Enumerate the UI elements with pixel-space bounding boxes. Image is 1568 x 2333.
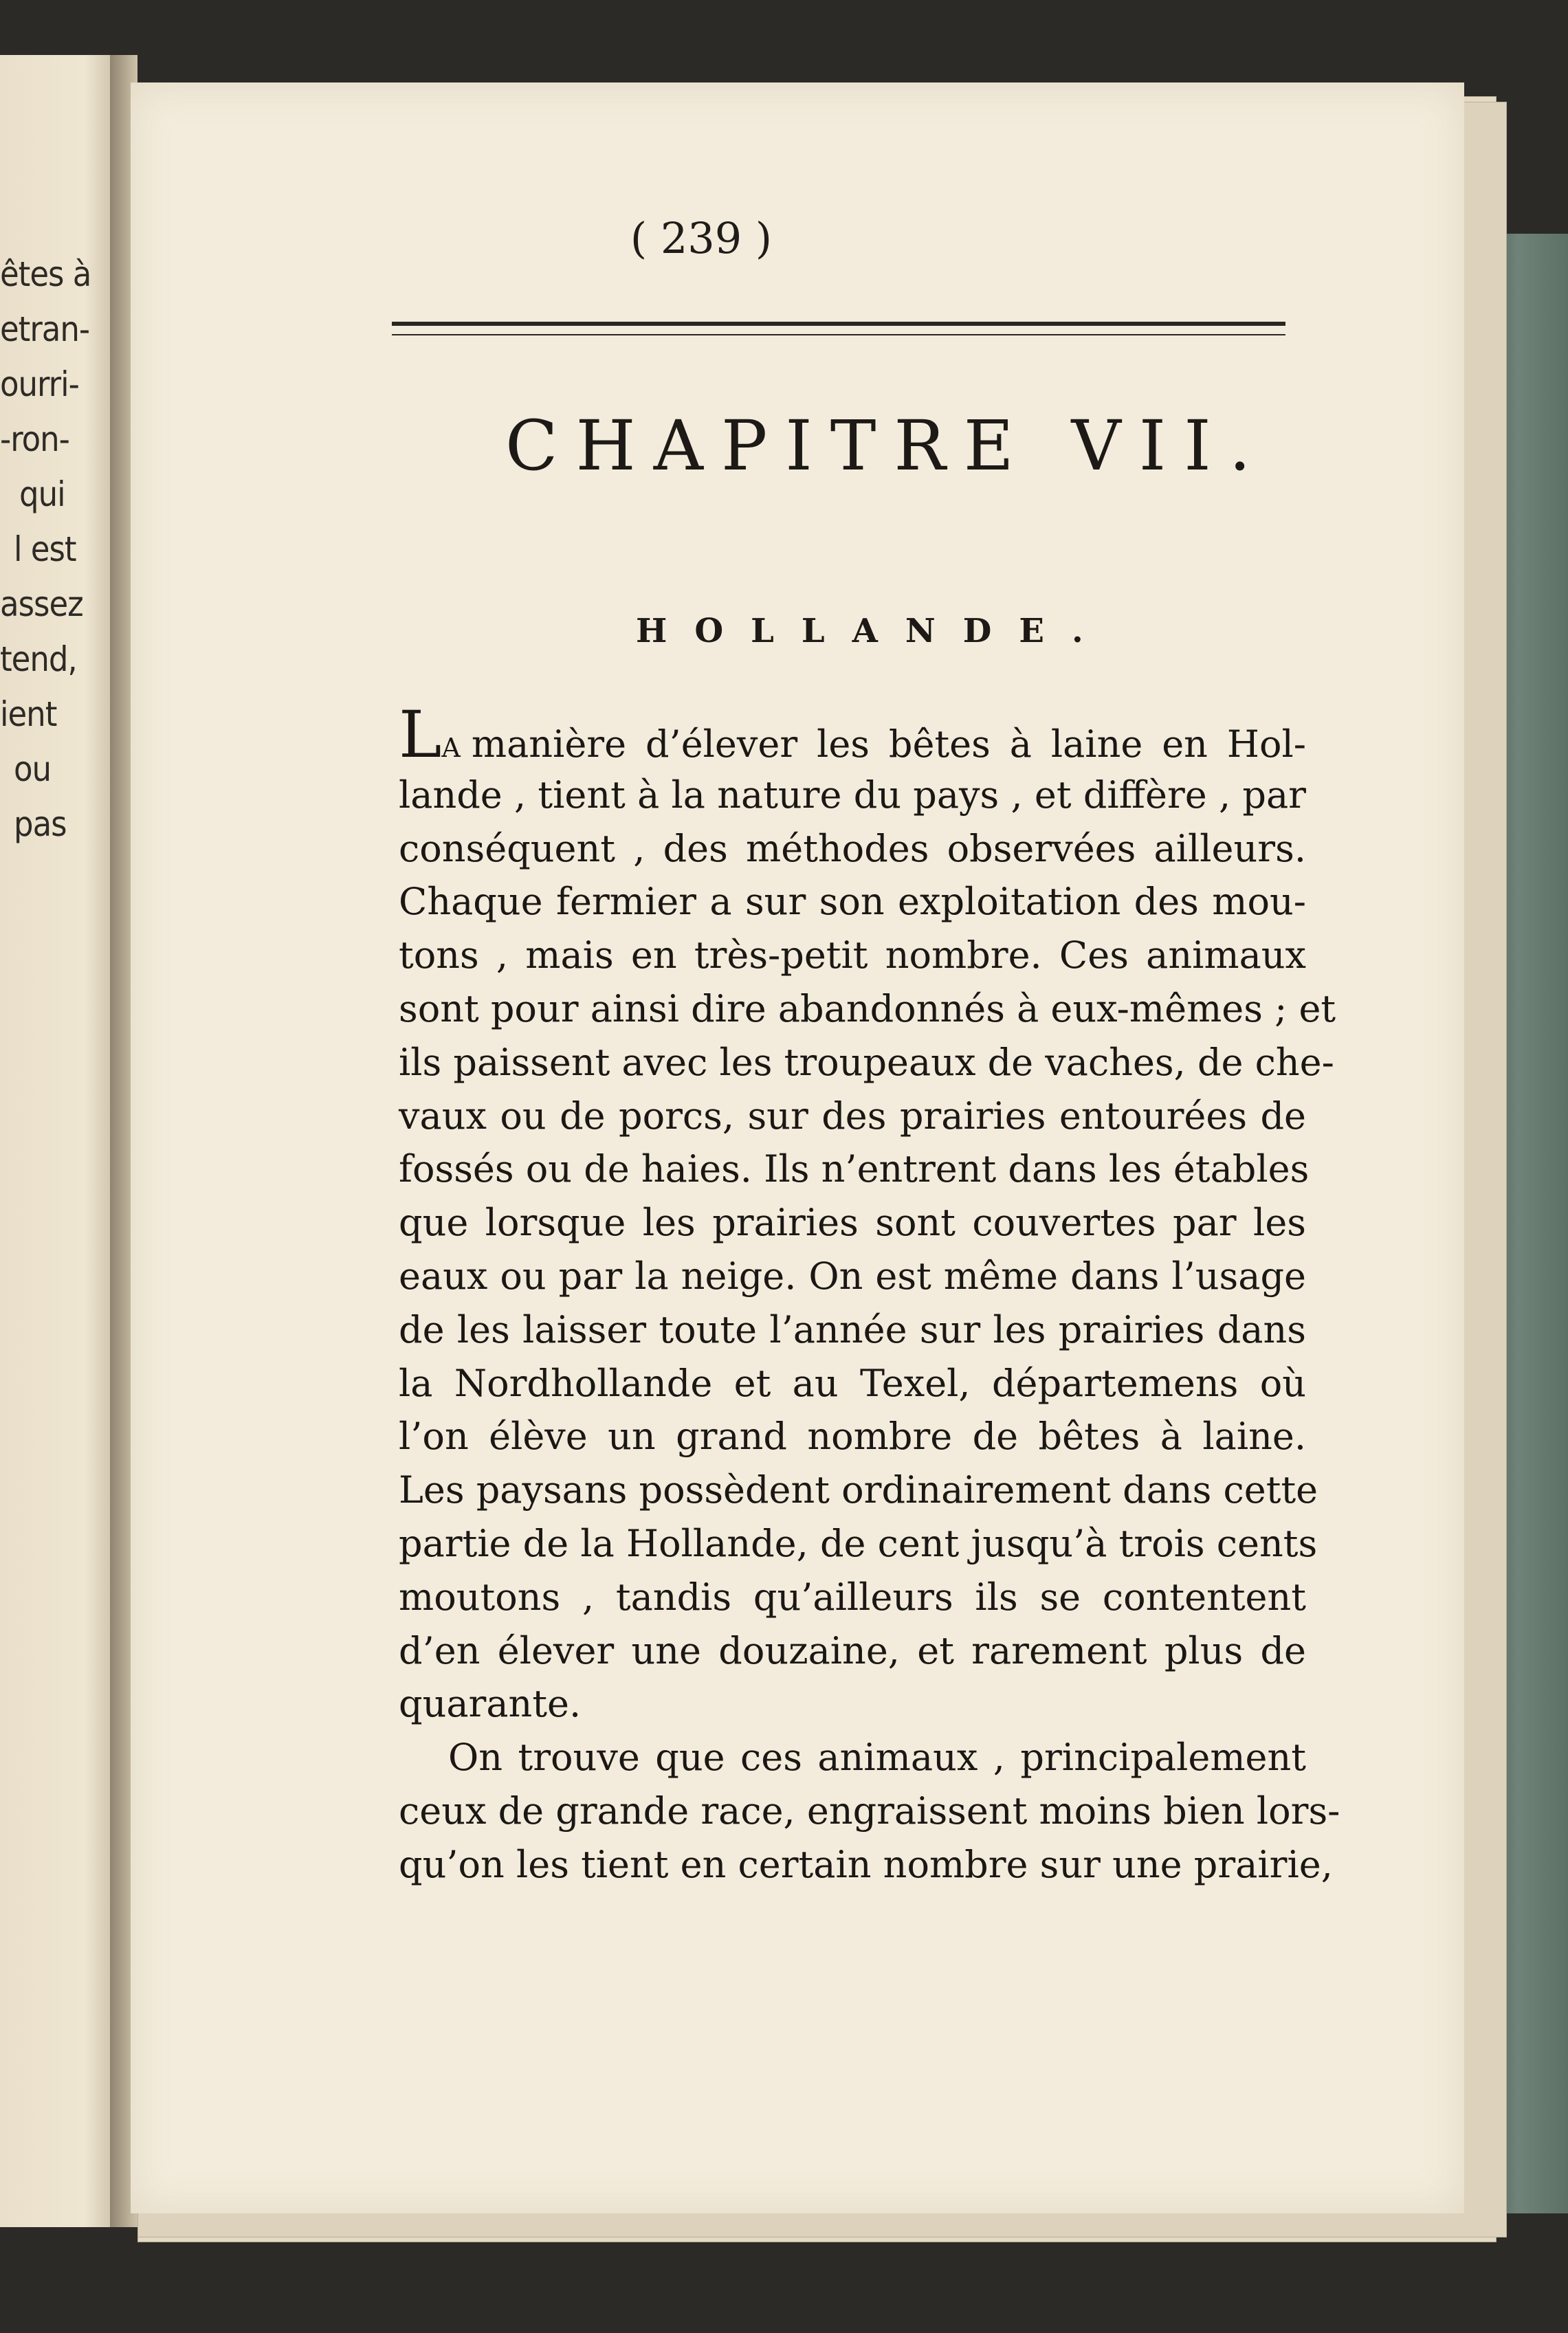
header-rule-thick (392, 322, 1285, 326)
previous-page-margin (0, 55, 120, 2227)
left-page-fragment: l est (14, 529, 76, 569)
text-line: tons , mais en très-petit nombre. Ces animaux (399, 933, 1306, 977)
text-line: ils paissent avec les troupeaux de vaches, de che- (399, 1040, 1334, 1084)
text-line: Chaque fermier a sur son exploitation des mou- (399, 880, 1306, 924)
left-page-fragment: ourri- (0, 364, 79, 404)
chapter-title: CHAPITRE VII. (505, 406, 1269, 486)
header-rule-thin (392, 334, 1285, 335)
left-page-fragment: qui (19, 474, 65, 514)
text-line: fossés ou de haies. Ils n’entrent dans les étables (399, 1147, 1310, 1191)
drop-cap-small: A (441, 733, 462, 763)
text-line: que lorsque les prairies sont couvertes par les (399, 1201, 1306, 1245)
page-number: ( 239 ) (630, 213, 773, 263)
text-line: d’en élever une douzaine, et rarement plus de (399, 1628, 1306, 1672)
left-page-fragment: êtes à (0, 254, 91, 294)
left-page-fragment: etran- (0, 309, 90, 349)
text-line: partie de la Hollande, de cent jusqu’à trois cents (399, 1521, 1318, 1565)
left-page-fragment: ou (14, 749, 52, 789)
section-title: HOLLANDE. (636, 612, 1111, 650)
text-line: Les paysans possèdent ordinairement dans cette (399, 1468, 1318, 1512)
book-page (131, 82, 1464, 2213)
drop-cap: L (399, 698, 442, 773)
text-line: ceux de grande race, engraissent moins bien lors- (399, 1789, 1340, 1833)
left-page-fragment: pas (14, 804, 67, 844)
left-page-fragment: -ron- (0, 419, 69, 459)
text-line: lande , tient à la nature du pays , et diffère , par (399, 773, 1306, 817)
text-line: vaux ou de porcs, sur des prairies entourées de (399, 1094, 1306, 1138)
text-line: l’on élève un grand nombre de bêtes à laine. (399, 1415, 1306, 1459)
left-page-fragment: ient (0, 694, 57, 734)
text-line: conséquent , des méthodes observées ailleurs. (399, 826, 1306, 870)
text-line: de les laisser toute l’année sur les prairies dans (399, 1307, 1306, 1351)
text-line: eaux ou par la neige. On est même dans l’usage (399, 1254, 1306, 1298)
text-line (399, 698, 1306, 773)
left-page-fragment: tend, (0, 639, 77, 679)
left-page-fragment: assez (0, 584, 83, 624)
text-line: qu’on les tient en certain nombre sur une prairie, (399, 1842, 1333, 1886)
page-text (399, 698, 1340, 1892)
text-line: moutons , tandis qu’ailleurs ils se contentent (399, 1575, 1306, 1619)
text-line: quarante. (399, 1682, 582, 1726)
text-line: la Nordhollande et au Texel, départemens où (399, 1361, 1306, 1405)
text-line: On trouve que ces animaux , principalement (448, 1736, 1306, 1780)
text-line-content: manière d’élever les bêtes à laine en Hol- (471, 722, 1306, 766)
text-line: sont pour ainsi dire abandonnés à eux-mêmes ; et (399, 986, 1336, 1030)
